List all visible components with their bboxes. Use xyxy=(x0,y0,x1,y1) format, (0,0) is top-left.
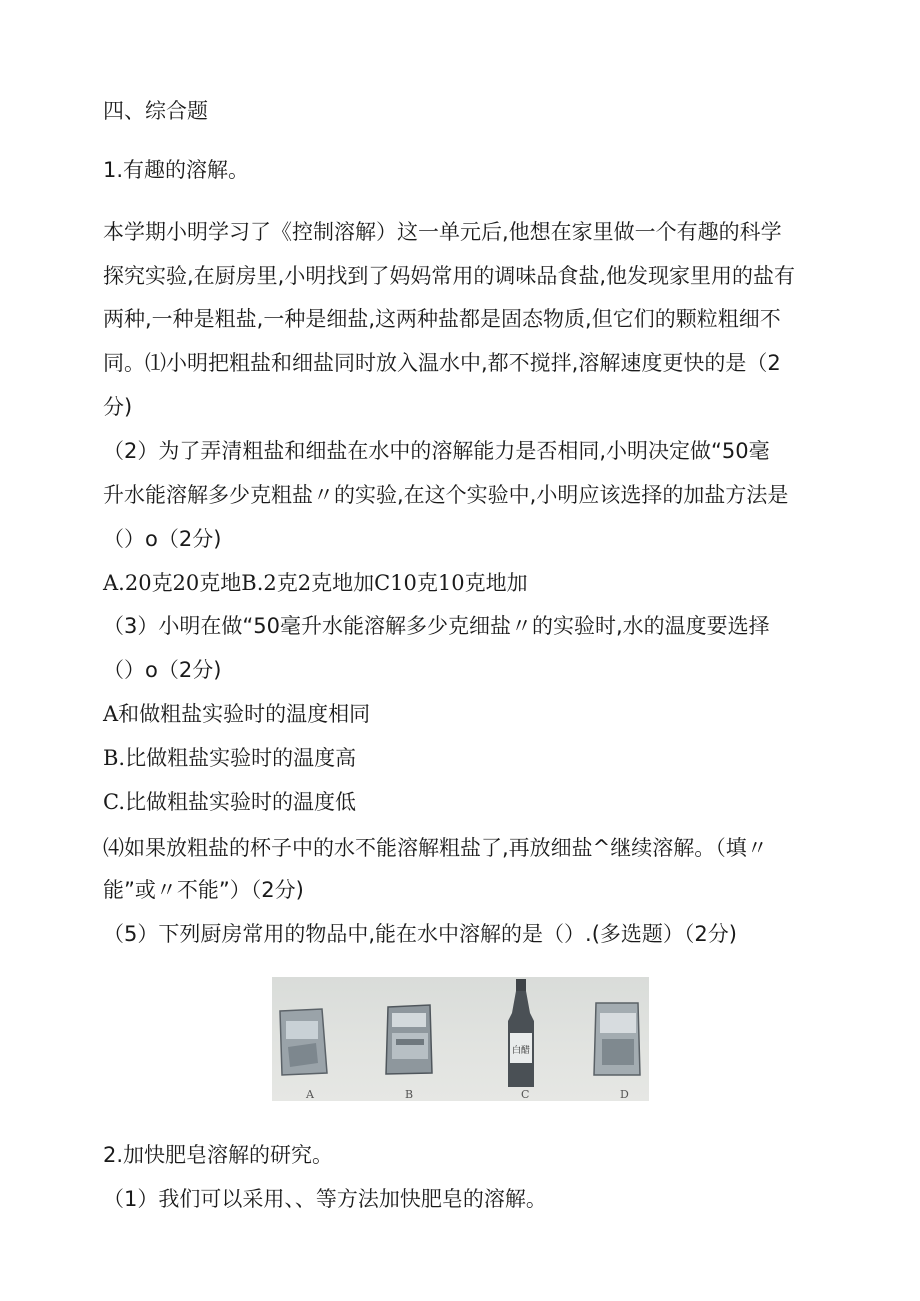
q1-sub4-line-2: 能”或〃不能”）（2分) xyxy=(103,878,304,902)
item-a-bag-icon xyxy=(280,1009,327,1075)
q1-sub2-options: A.20克20克地B.2克2克地加C10克10克地加 xyxy=(103,571,528,595)
question-1-title: 1.有趣的溶解。 xyxy=(103,158,250,182)
figure-label-a: A xyxy=(306,1088,314,1101)
figure-label-c: C xyxy=(521,1088,530,1101)
bottle-label: 白醋 xyxy=(511,1046,531,1056)
q1-sub5-line: （5）下列厨房常用的物品中,能在水中溶解的是（）.(多选题）（2分) xyxy=(103,922,737,946)
kitchen-items-photo xyxy=(272,977,649,1101)
item-c-bottle-icon xyxy=(508,979,534,1087)
q1-sub2-line-1: （2）为了弄清粗盐和细盐在水中的溶解能力是否相同,小明决定做“50毫 xyxy=(103,439,770,463)
kitchen-items-drawing xyxy=(272,977,649,1101)
q1-sub4-line-1: ⑷如果放粗盐的杯子中的水不能溶解粗盐了,再放细盐^继续溶解。（填〃 xyxy=(103,836,768,860)
figure-label-b: B xyxy=(405,1088,414,1101)
q1-sub2-line-2: 升水能溶解多少克粗盐〃的实验,在这个实验中,小明应该选择的加盐方法是 xyxy=(103,483,789,507)
q1-intro-line-4: 同。⑴小明把粗盐和细盐同时放入温水中,都不搅拌,溶解速度更快的是（2 xyxy=(103,351,781,375)
q1-intro-line-1: 本学期小明学习了《控制溶解）这一单元后,他想在家里做一个有趣的科学 xyxy=(103,220,782,244)
q1-sub3-line-2: （）o（2分) xyxy=(103,658,222,682)
item-b-bag-icon xyxy=(386,1005,432,1074)
q2-sub1-line: （1）我们可以采用、、等方法加快肥皂的溶解。 xyxy=(103,1187,547,1211)
q1-intro-line-5: 分) xyxy=(103,395,133,419)
q1-intro-line-2: 探究实验,在厨房里,小明找到了妈妈常用的调味品食盐,他发现家里用的盐有 xyxy=(103,264,796,288)
q1-sub3-option-a: A和做粗盐实验时的温度相同 xyxy=(103,702,371,726)
figure-label-d: D xyxy=(620,1088,629,1101)
q1-sub3-option-b: B.比做粗盐实验时的温度高 xyxy=(103,746,357,770)
item-d-bag-icon xyxy=(594,1003,640,1075)
q1-sub3-option-c: C.比做粗盐实验时的温度低 xyxy=(103,790,356,814)
q1-sub2-line-3: （）o（2分) xyxy=(103,527,222,551)
section-title: 四、综合题 xyxy=(103,99,208,123)
q1-sub3-line-1: （3）小明在做“50毫升水能溶解多少克细盐〃的实验时,水的温度要选择 xyxy=(103,614,770,638)
question-2-title: 2.加快肥皂溶解的研究。 xyxy=(103,1143,334,1167)
q1-intro-line-3: 两种,一种是粗盐,一种是细盐,这两种盐都是固态物质,但它们的颗粒粗细不 xyxy=(103,307,781,331)
